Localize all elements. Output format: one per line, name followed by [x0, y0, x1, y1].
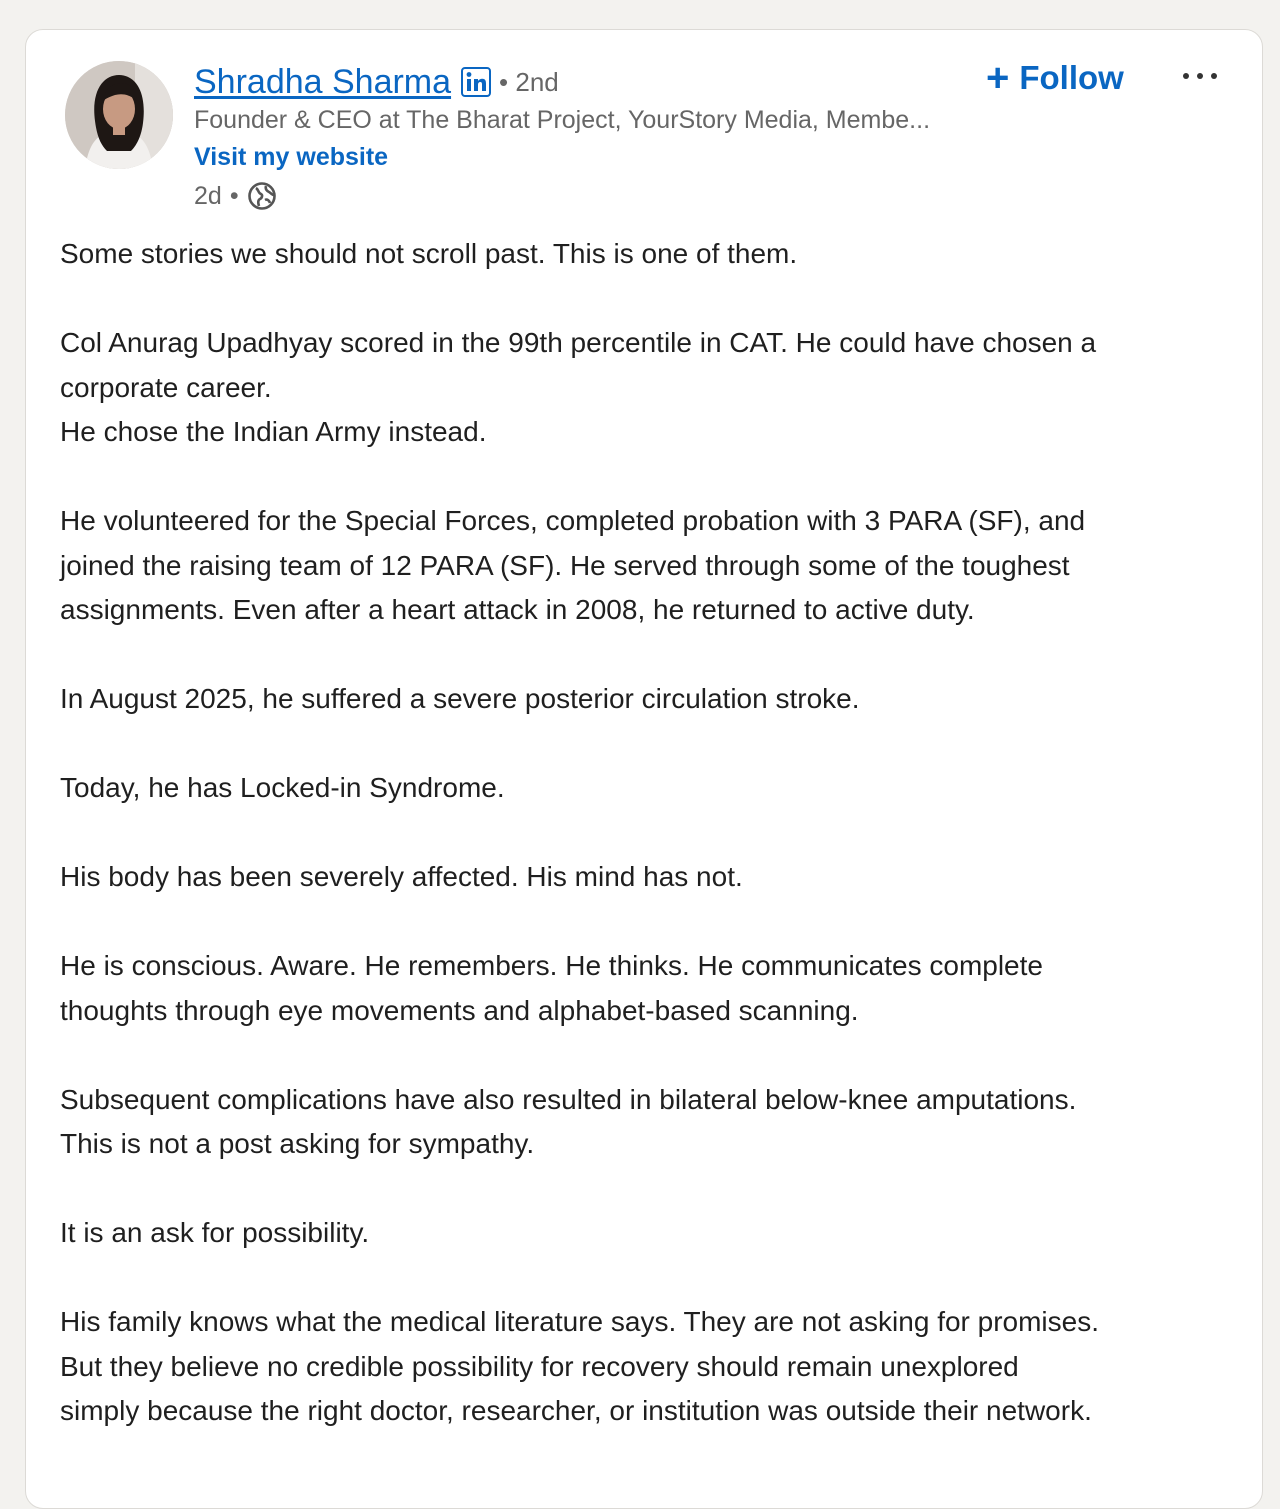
- plus-icon: +: [986, 56, 1010, 100]
- post-paragraph: [60, 944, 1230, 1033]
- post-line: assignments. Even after a heart attack in 2008, he returned to active duty.: [60, 594, 975, 625]
- post-paragraph: [60, 766, 1230, 811]
- post-line: But they believe no credible possibility for recovery should remain unexplored: [60, 1350, 1019, 1382]
- post-card: [25, 29, 1263, 1509]
- post-paragraph: [60, 232, 1230, 277]
- post-paragraph: [60, 499, 1230, 633]
- post-paragraph: [60, 677, 1230, 722]
- post-line: Col Anurag Upadhyay scored in the 99th percentile in CAT. He could have chosen a: [60, 327, 1097, 358]
- post-line: It is an ask for possibility.: [60, 1217, 370, 1248]
- post-line: His family knows what the medical literature says. They are not asking for promises.: [60, 1306, 1100, 1337]
- post-line: Subsequent complications have also resulted in bilateral below-knee amputations.: [60, 1083, 1077, 1115]
- follow-label: Follow: [1019, 59, 1124, 96]
- post-line: His body has been severely affected. His mind has not.: [60, 861, 743, 892]
- post-paragraph: [60, 1211, 1230, 1256]
- visit-website-link[interactable]: Visit my website: [194, 143, 389, 171]
- post-paragraph: [60, 1078, 1230, 1167]
- post-line: This is not a post asking for sympathy.: [60, 1128, 535, 1159]
- post-line: simply because the right doctor, researcher, or institution was outside their network.: [60, 1395, 1092, 1426]
- post-body: [60, 232, 1230, 1478]
- follow-button[interactable]: [986, 54, 1124, 102]
- meta-separator: •: [229, 181, 239, 210]
- post-line: corporate career.: [60, 371, 272, 403]
- post-paragraph: [60, 1300, 1230, 1434]
- post-line: Today, he has Locked-in Syndrome.: [60, 772, 505, 803]
- author-name-link[interactable]: Shradha Sharma: [194, 62, 452, 101]
- post-line: Some stories we should not scroll past. This is one of them.: [60, 238, 798, 269]
- author-name-row: [194, 60, 559, 104]
- connection-degree: • 2nd: [499, 66, 559, 97]
- post-meta: [194, 178, 277, 214]
- post-timestamp: 2d: [194, 181, 222, 210]
- post-line: In August 2025, he suffered a severe posterior circulation stroke.: [60, 683, 860, 714]
- post-paragraph: [60, 855, 1230, 900]
- author-headline: Founder & CEO at The Bharat Project, YourStory Media, Membe...: [194, 106, 931, 134]
- post-line: joined the raising team of 12 PARA (SF). He served through some of the toughest: [60, 549, 1070, 581]
- globe-icon: [247, 181, 277, 211]
- post-paragraph: [60, 321, 1230, 455]
- post-line: He is conscious. Aware. He remembers. He thinks. He communicates complete: [60, 950, 1043, 981]
- ellipsis-icon[interactable]: [1178, 56, 1222, 96]
- post-line: He volunteered for the Special Forces, completed probation with 3 PARA (SF), and: [60, 505, 1086, 536]
- post-line: He chose the Indian Army instead.: [60, 416, 487, 447]
- linkedin-icon: [461, 67, 491, 97]
- author-avatar[interactable]: [65, 61, 173, 169]
- post-line: thoughts through eye movements and alphabet-based scanning.: [60, 994, 859, 1026]
